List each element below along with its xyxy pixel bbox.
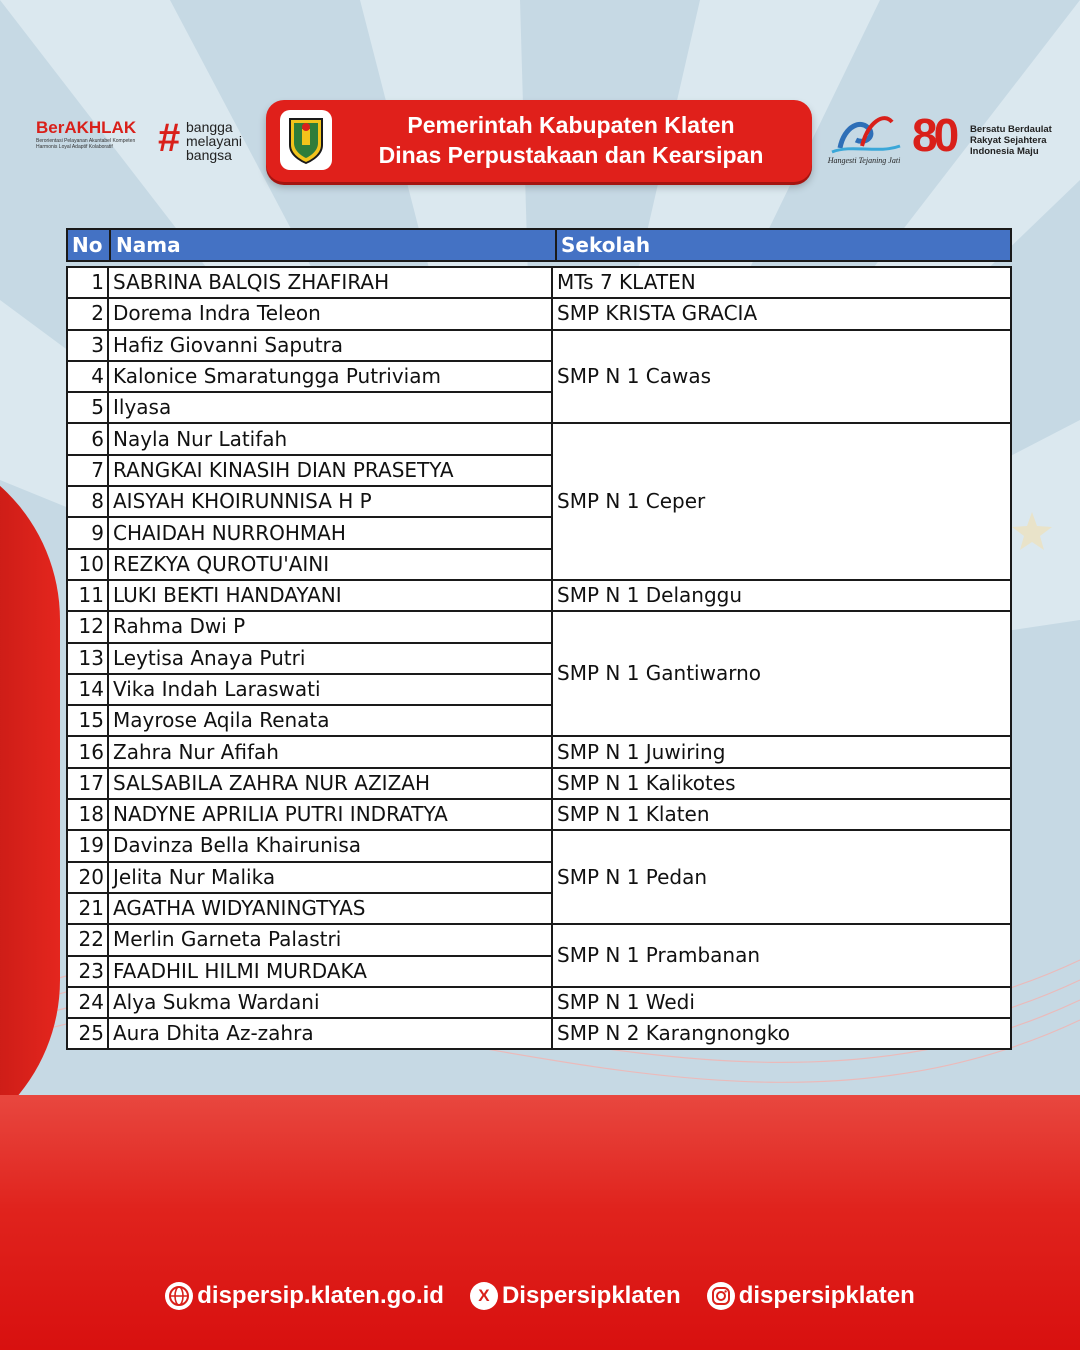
row-number: 25	[67, 1018, 108, 1049]
student-name: Rahma Dwi P	[108, 611, 552, 642]
student-name: AISYAH KHOIRUNNISA H P	[108, 486, 552, 517]
row-number: 20	[67, 862, 108, 893]
school-name: MTs 7 KLATEN	[552, 267, 1011, 298]
instagram-handle-text: dispersipklaten	[738, 1282, 915, 1309]
footer-x-account[interactable]	[470, 1282, 681, 1310]
table-row	[67, 736, 1011, 767]
row-number: 9	[67, 517, 108, 548]
student-name: RANGKAI KINASIH DIAN PRASETYA	[108, 455, 552, 486]
indonesia-80-logo	[912, 109, 1058, 164]
logo-word: melayani	[186, 133, 243, 149]
row-number: 6	[67, 423, 108, 454]
student-name: FAADHIL HILMI MURDAKA	[108, 956, 552, 987]
table-row	[67, 987, 1011, 1018]
logo-word: bangga	[186, 119, 233, 135]
table-row	[67, 830, 1011, 861]
column-header-nama: Nama	[116, 233, 181, 257]
student-name: Leytisa Anaya Putri	[108, 643, 552, 674]
student-name: Jelita Nur Malika	[108, 862, 552, 893]
hangesti-tejaning-jati-logo	[822, 108, 906, 172]
student-name: Aura Dhita Az-zahra	[108, 1018, 552, 1049]
logo-80-line: Bersatu Berdaulat	[970, 124, 1052, 135]
participants-table	[66, 266, 1012, 1050]
header-title-line2: Dinas Perpustakaan dan Kearsipan	[378, 142, 764, 168]
klaten-crest-icon	[280, 110, 332, 170]
school-name: SMP N 1 Gantiwarno	[552, 611, 1011, 736]
school-name: SMP N 1 Juwiring	[552, 736, 1011, 767]
school-name: SMP N 2 Karangnongko	[552, 1018, 1011, 1049]
header-title-banner	[266, 100, 812, 182]
row-number: 16	[67, 736, 108, 767]
row-number: 3	[67, 330, 108, 361]
logo-80-line: Indonesia Maju	[970, 146, 1039, 157]
table-row	[67, 1018, 1011, 1049]
row-number: 11	[67, 580, 108, 611]
header-title-line1: Pemerintah Kabupaten Klaten	[407, 112, 735, 138]
table-row	[67, 799, 1011, 830]
table-row	[67, 768, 1011, 799]
footer-instagram[interactable]	[707, 1282, 915, 1310]
globe-icon	[165, 1282, 193, 1310]
berakhlak-logo-text: BerAKHLAK	[36, 118, 137, 137]
student-name: CHAIDAH NURROHMAH	[108, 517, 552, 548]
row-number: 22	[67, 924, 108, 955]
logo-80-number: 80	[912, 109, 956, 161]
row-number: 14	[67, 674, 108, 705]
x-logo-icon: X	[470, 1282, 498, 1310]
row-number: 17	[67, 768, 108, 799]
school-name: SMP KRISTA GRACIA	[552, 298, 1011, 329]
student-name: REZKYA QUROTU'AINI	[108, 549, 552, 580]
student-name: Hafiz Giovanni Saputra	[108, 330, 552, 361]
row-number: 21	[67, 893, 108, 924]
school-name: SMP N 1 Cawas	[552, 330, 1011, 424]
student-name: SABRINA BALQIS ZHAFIRAH	[108, 267, 552, 298]
student-name: SALSABILA ZAHRA NUR AZIZAH	[108, 768, 552, 799]
table-row	[67, 924, 1011, 955]
student-name: Mayrose Aqila Renata	[108, 705, 552, 736]
student-name: LUKI BEKTI HANDAYANI	[108, 580, 552, 611]
student-name: Davinza Bella Khairunisa	[108, 830, 552, 861]
x-handle-text: Dispersipklaten	[501, 1282, 681, 1309]
row-number: 23	[67, 956, 108, 987]
footer-contacts	[0, 1276, 1080, 1316]
berakhlak-logo-subtext: Berorientasi Pelayanan Akuntabel Kompeten Harmonis Loyal Adaptif Kolaboratif	[36, 138, 136, 150]
row-number: 13	[67, 643, 108, 674]
school-name: SMP N 1 Klaten	[552, 799, 1011, 830]
school-name: SMP N 1 Ceper	[552, 423, 1011, 579]
hashtag-icon: #	[158, 116, 181, 160]
row-number: 1	[67, 267, 108, 298]
hangesti-emblem-icon	[822, 108, 906, 158]
student-name: Ilyasa	[108, 392, 552, 423]
website-text: dispersip.klaten.go.id	[197, 1282, 444, 1309]
footer-website[interactable]	[165, 1282, 444, 1310]
table-row	[67, 580, 1011, 611]
student-name: AGATHA WIDYANINGTYAS	[108, 893, 552, 924]
berakhlak-logo	[36, 118, 154, 166]
row-number: 10	[67, 549, 108, 580]
table-row	[67, 330, 1011, 361]
table-row	[67, 267, 1011, 298]
row-number: 12	[67, 611, 108, 642]
row-number: 15	[67, 705, 108, 736]
logo-80-line: Rakyat Sejahtera	[970, 135, 1047, 146]
table-header	[66, 228, 1012, 262]
row-number: 18	[67, 799, 108, 830]
table-row	[67, 423, 1011, 454]
column-header-no: No	[72, 233, 103, 257]
student-name: Zahra Nur Afifah	[108, 736, 552, 767]
school-name: SMP N 1 Pedan	[552, 830, 1011, 924]
student-name: Kalonice Smaratungga Putriviam	[108, 361, 552, 392]
instagram-icon	[707, 1282, 735, 1310]
row-number: 4	[67, 361, 108, 392]
student-name: Nayla Nur Latifah	[108, 423, 552, 454]
table-row	[67, 298, 1011, 329]
column-header-sekolah: Sekolah	[561, 233, 651, 257]
row-number: 24	[67, 987, 108, 1018]
student-name: NADYNE APRILIA PUTRI INDRATYA	[108, 799, 552, 830]
school-name: SMP N 1 Prambanan	[552, 924, 1011, 987]
row-number: 2	[67, 298, 108, 329]
hangesti-caption: Hangesti Tejaning Jati	[827, 156, 901, 165]
student-name: Alya Sukma Wardani	[108, 987, 552, 1018]
row-number: 8	[67, 486, 108, 517]
school-name: SMP N 1 Kalikotes	[552, 768, 1011, 799]
row-number: 7	[67, 455, 108, 486]
row-number: 5	[67, 392, 108, 423]
row-number: 19	[67, 830, 108, 861]
bangga-melayani-bangsa-logo	[158, 116, 258, 166]
student-name: Vika Indah Laraswati	[108, 674, 552, 705]
logo-word: bangsa	[186, 147, 232, 163]
student-name: Dorema Indra Teleon	[108, 298, 552, 329]
school-name: SMP N 1 Delanggu	[552, 580, 1011, 611]
school-name: SMP N 1 Wedi	[552, 987, 1011, 1018]
table-row	[67, 611, 1011, 642]
student-name: Merlin Garneta Palastri	[108, 924, 552, 955]
